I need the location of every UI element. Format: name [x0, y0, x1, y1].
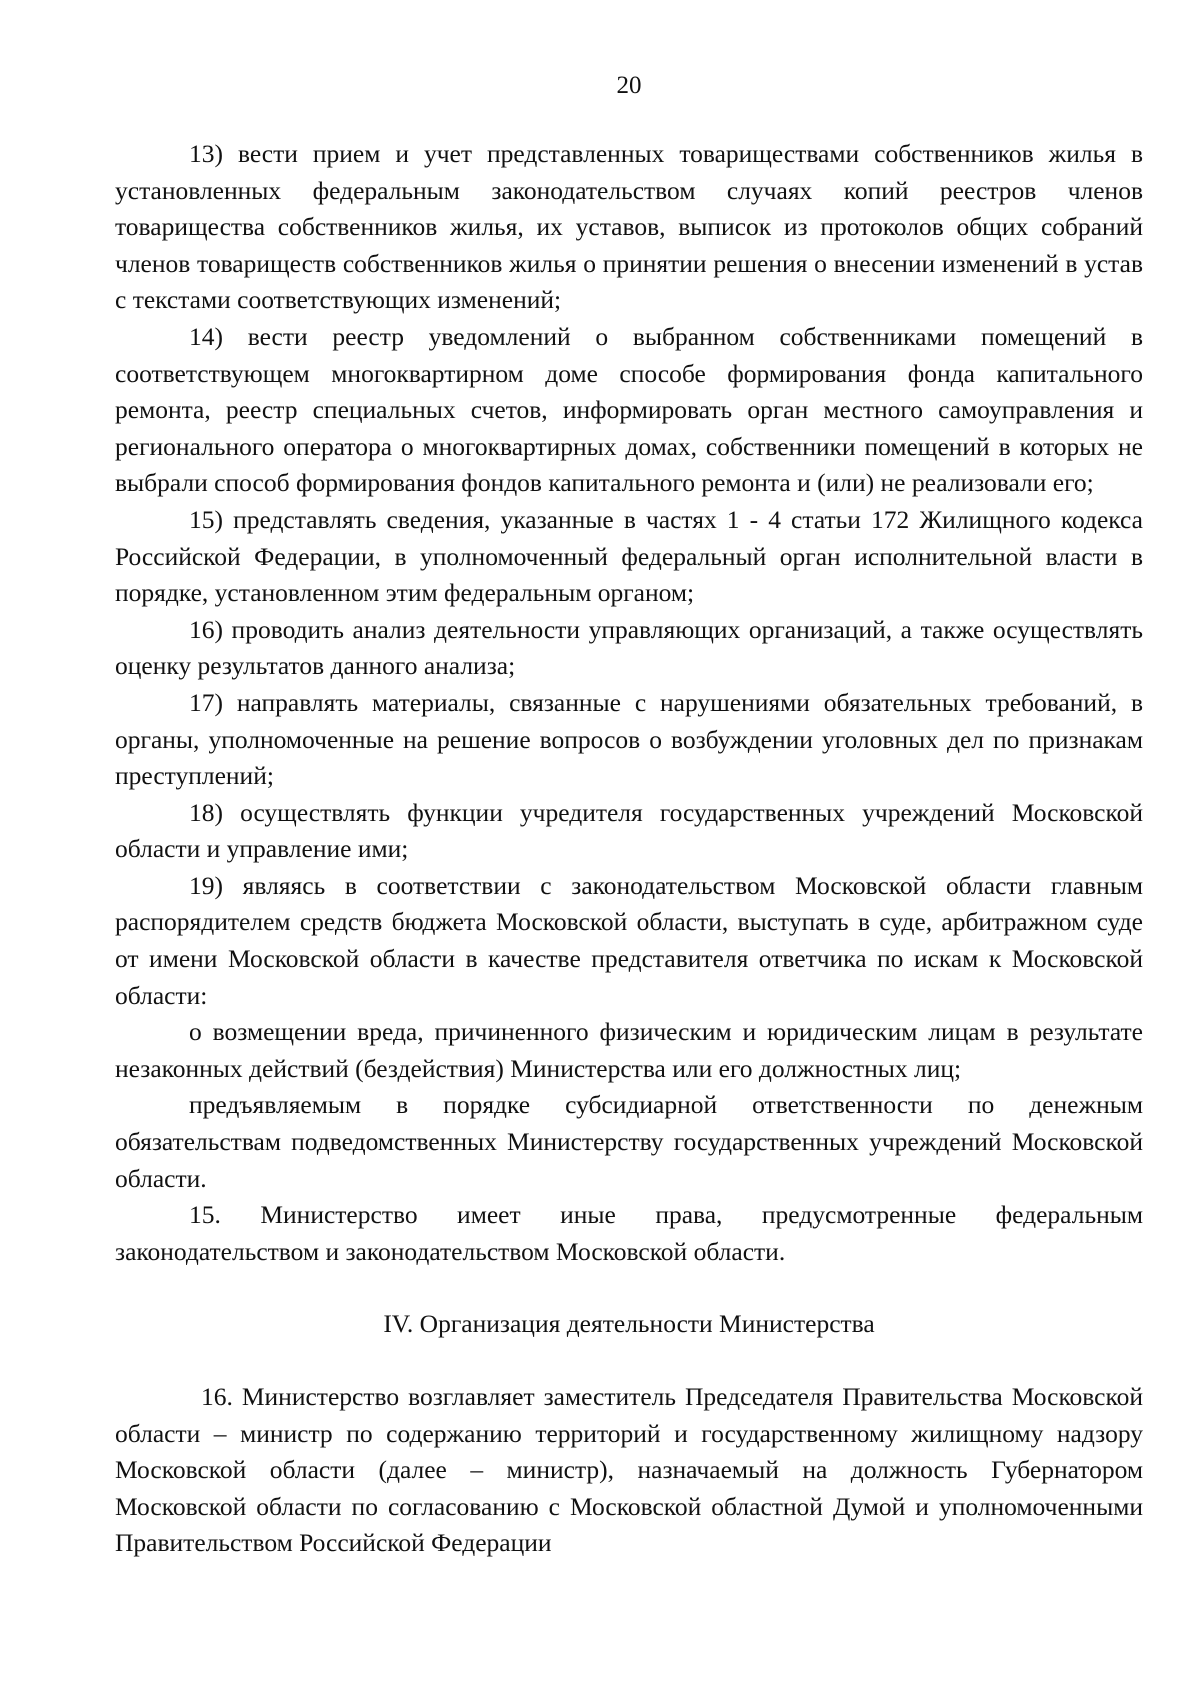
paragraph-damages: о возмещении вреда, причиненного физическим и юридическим лицам в результате незаконных действий (бездействия) Министерства или его должностных лиц;	[115, 1017, 1143, 1083]
paragraph-clause-16: 16. Министерство возглавляет заместитель Председателя Правительства Московской области – министр по содержанию территорий и государственному жилищному надзору Московской области (далее – министр), назначаемый на должность Губернатором Московской области по согласованию с Московской областной Думой и уполномоченными Правительством Российской Федерации	[115, 1382, 1143, 1558]
document-body	[115, 136, 1143, 1562]
paragraph-item-14: 14) вести реестр уведомлений о выбранном собственниками помещений в соответствующем многоквартирном доме способе формирования фонда капитального ремонта, реестр специальных счетов, информировать орган местного самоуправления и регионального оператора о многоквартирных домах, собственники помещений в которых не выбрали способ формирования фондов капитального ремонта и (или) не реализовали его;	[115, 321, 1143, 498]
page-number: 20	[616, 72, 642, 99]
paragraph-item-13: 13) вести прием и учет представленных товариществами собственников жилья в установленных федеральным законодательством случаях копий реестров членов товарищества собственников жилья, их уставов, выписок из протоколов общих собраний членов товариществ собственников жилья о принятии решения о внесении изменений в устав с текстами соответствующих изменений;	[115, 139, 1143, 315]
paragraph-item-18: 18) осуществлять функции учредителя государственных учреждений Московской области и управление ими;	[115, 797, 1143, 864]
paragraph-item-17: 17) направлять материалы, связанные с нарушениями обязательных требований, в органы, уполномоченные на решение вопросов о возбуждении уголовных дел по признакам преступлений;	[115, 687, 1143, 791]
paragraph-clause-15: 15. Министерство имеет иные права, предусмотренные федеральным законодательством и законодательством Московской области.	[115, 1200, 1143, 1266]
paragraph-item-15: 15) представлять сведения, указанные в частях 1 - 4 статьи 172 Жилищного кодекса Российской Федерации, в уполномоченный федеральный орган исполнительной власти в порядке, установленном этим федеральным органом;	[115, 504, 1143, 608]
paragraph-item-16: 16) проводить анализ деятельности управляющих организаций, а также осуществлять оценку результатов данного анализа;	[115, 614, 1143, 681]
paragraph-subsidiary-liability: предъявляемым в порядке субсидиарной ответственности по денежным обязательствам подведомственных Министерству государственных учреждений Московской области.	[115, 1090, 1143, 1193]
section-heading: IV. Организация деятельности Министерства	[383, 1309, 875, 1339]
paragraph-item-19: 19) являясь в соответствии с законодательством Московской области главным распорядителем средств бюджета Московской области, выступать в суде, арбитражном суде от имени Московской области в качестве представителя ответчика по искам к Московской области:	[115, 870, 1143, 1010]
